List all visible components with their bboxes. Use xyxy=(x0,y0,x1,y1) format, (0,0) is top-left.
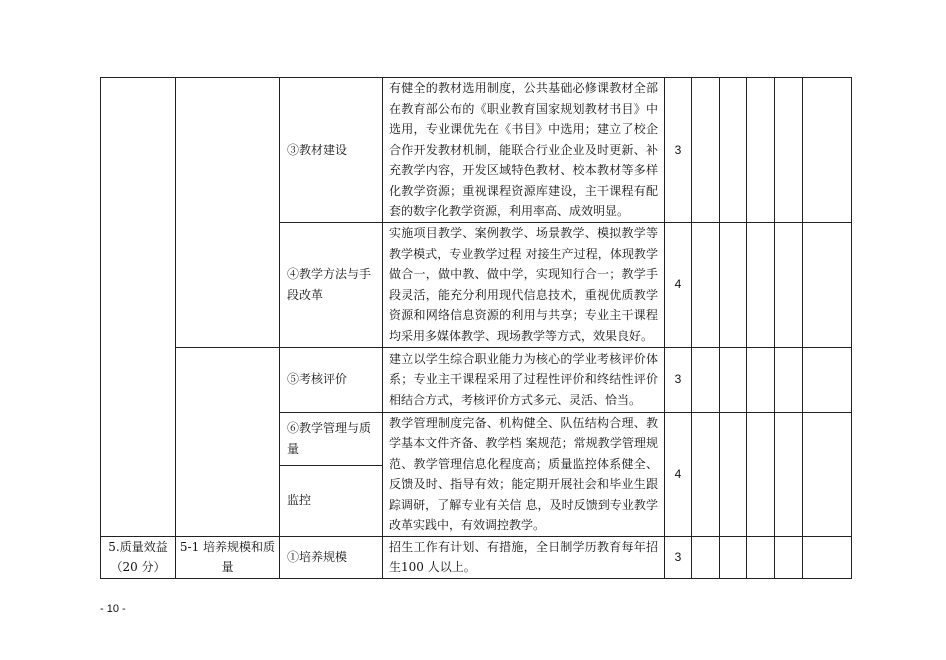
blank-cell xyxy=(803,536,852,578)
item-cell: ⑥教学管理与质量 xyxy=(280,412,383,465)
page-number: - 10 - xyxy=(100,603,126,615)
description-cell: 教学管理制度完备、机构健全、队伍结构合理、教学基本文件齐备、教学档 案规范；常规教学管理规范、教学管理信息化程度高；质量监控体系健全、反馈及时、指导有效；能定期开展社会和毕业生跟踪调研，了解专业有关信 息，及时反馈到专业教学改革实践中，有效调控教学。 xyxy=(383,412,665,536)
blank-cell xyxy=(692,347,720,412)
blank-cell xyxy=(692,536,720,578)
blank-cell xyxy=(775,536,803,578)
blank-cell xyxy=(803,412,852,536)
blank-cell xyxy=(747,78,775,223)
blank-cell xyxy=(803,347,852,412)
score-cell: 3 xyxy=(665,536,692,578)
subcategory-cell xyxy=(176,347,280,536)
blank-cell xyxy=(692,412,720,536)
description-cell: 有健全的教材选用制度，公共基础必修课教材全部在教育部公布的《职业教育国家规划教材书目》中选用，专业课优先在《书目》中选用；建立了校企合作开发教材机制，能联合行业企业及时更新、补充教学内容，开发区域特色教材、校本教材等多样化教学资源；重视课程资源库建设，主干课程有配套的数字化教学资源，利用率高、成效明显。 xyxy=(383,78,665,223)
blank-cell xyxy=(720,536,747,578)
description-cell: 实施项目教学、案例教学、场景教学、模拟教学等教学模式，专业教学过程 对接生产过程，体现教学做合一，做中教、做中学，实现知行合一；教学手段灵活，能充分利用现代信息技术，重视优质教学资源和网络信息资源的利用与共享；专业主干课程均采用多媒体教学、现场教学等方式，效果良好。 xyxy=(383,222,665,347)
subcategory-cell: 5-1 培养规模和质量 xyxy=(176,536,280,578)
subcategory-cell xyxy=(176,78,280,348)
blank-cell xyxy=(775,222,803,347)
score-cell: 4 xyxy=(665,412,692,536)
blank-cell xyxy=(720,222,747,347)
description-cell: 招生工作有计划、有措施，全日制学历教育每年招生100 人以上。 xyxy=(383,536,665,578)
category-cell: 5.质量效益（20 分） xyxy=(101,536,176,578)
item-cell: 监控 xyxy=(280,465,383,536)
score-cell: 4 xyxy=(665,222,692,347)
blank-cell xyxy=(747,222,775,347)
blank-cell xyxy=(803,78,852,223)
blank-cell xyxy=(775,78,803,223)
blank-cell xyxy=(747,536,775,578)
blank-cell xyxy=(720,78,747,223)
table-row xyxy=(101,536,852,578)
score-cell: 3 xyxy=(665,78,692,223)
blank-cell xyxy=(692,78,720,223)
blank-cell xyxy=(747,347,775,412)
blank-cell xyxy=(720,412,747,536)
blank-cell xyxy=(692,222,720,347)
item-cell: ④教学方法与手段改革 xyxy=(280,222,383,347)
item-cell: ⑤考核评价 xyxy=(280,347,383,412)
item-cell: ①培养规模 xyxy=(280,536,383,578)
score-cell: 3 xyxy=(665,347,692,412)
blank-cell xyxy=(803,222,852,347)
blank-cell xyxy=(775,412,803,536)
item-cell: ③教材建设 xyxy=(280,78,383,223)
table-row xyxy=(101,347,852,412)
table-row xyxy=(101,78,852,223)
blank-cell xyxy=(747,412,775,536)
blank-cell xyxy=(720,347,747,412)
blank-cell xyxy=(775,347,803,412)
category-cell xyxy=(101,78,176,537)
description-cell: 建立以学生综合职业能力为核心的学业考核评价体系；专业主干课程采用了过程性评价和终结性评价相结合方式，考核评价方式多元、灵活、恰当。 xyxy=(383,347,665,412)
evaluation-table xyxy=(100,77,852,579)
